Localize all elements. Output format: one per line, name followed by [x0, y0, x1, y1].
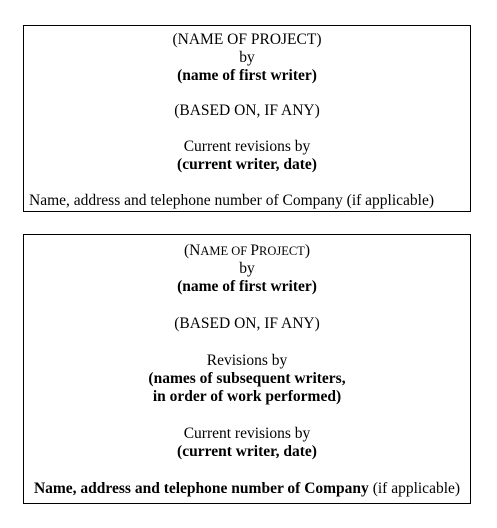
subsequent-writers-line-1: (names of subsequent writers, — [148, 370, 346, 387]
first-writer: (name of first writer) — [177, 278, 317, 295]
current-writer: (current writer, date) — [177, 156, 317, 173]
current-revisions-label: Current revisions by — [183, 138, 311, 155]
current-writer: (current writer, date) — [177, 443, 317, 460]
company-info-bold: Name, address and telephone number of Company — [33, 480, 369, 497]
company-info: Name, address and telephone number of Company (if applicable) — [29, 192, 435, 209]
by-label: by — [239, 260, 255, 277]
title-page-format-simple — [23, 25, 471, 212]
project-name: (NAME OF PROJECT) — [183, 242, 310, 259]
by-label: by — [239, 49, 255, 66]
subsequent-writers-line-2: in order of work performed) — [152, 388, 342, 405]
current-revisions-label: Current revisions by — [183, 425, 311, 442]
company-info-applicable: (if applicable) — [368, 480, 461, 497]
based-on: (BASED ON, IF ANY) — [174, 102, 320, 119]
title-page-format-revisions — [23, 234, 471, 504]
project-name: (NAME OF PROJECT) — [172, 31, 322, 48]
revisions-by-label: Revisions by — [206, 352, 288, 369]
company-info — [24, 480, 470, 498]
based-on: (BASED ON, IF ANY) — [174, 315, 320, 332]
first-writer: (name of first writer) — [177, 67, 317, 84]
